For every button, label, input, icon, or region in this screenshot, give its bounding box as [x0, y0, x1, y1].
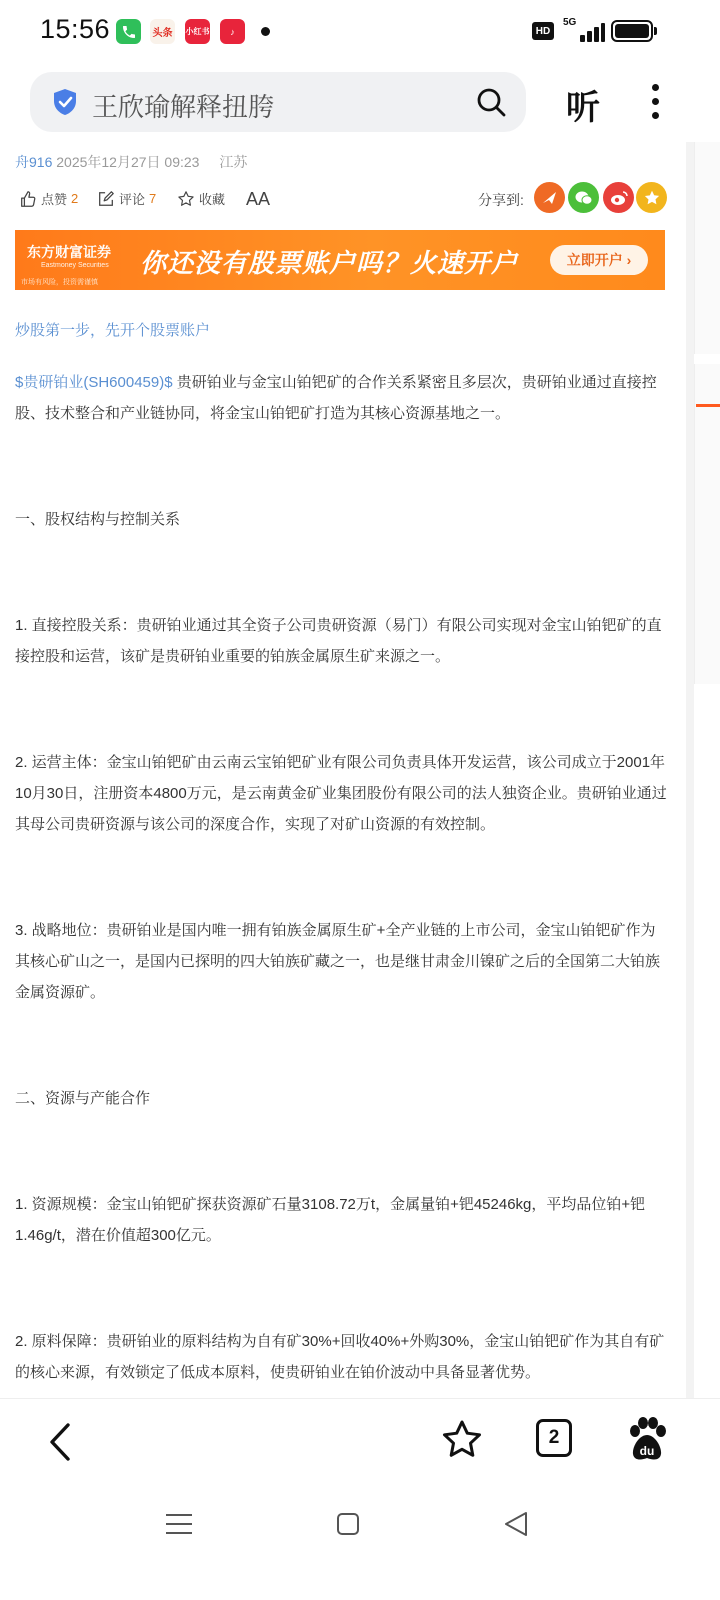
section1-paragraph-1: 1. 直接控股关系：贵研铂业通过其全资子公司贵研资源（易门）有限公司实现对金宝山铂钯矿的直接控股和运营，该矿是贵研铂业重要的铂族金属原生矿来源之一。	[15, 617, 662, 665]
article-meta	[15, 152, 247, 172]
search-query[interactable]: 王欣瑜解释扭胯	[92, 92, 275, 122]
section1-paragraph-2: 2. 运营主体：金宝山铂钯矿由云南云宝铂钯矿业有限公司负责具体开发运营，该公司成立于2001年10月30日，注册资本4800万元，是云南黄金矿业集团股份有限公司的法人独资企业。贵研铂业通过其母公司贵研资源与该公司的深度合作，实现了对矿山资源的有效控制。	[15, 754, 667, 833]
search-icon[interactable]	[475, 86, 507, 118]
bookmark-star-icon[interactable]	[441, 1419, 483, 1461]
xiaohongshu-app-icon: 小红书	[185, 19, 210, 44]
shield-icon	[52, 88, 78, 116]
like-button[interactable]	[19, 189, 78, 208]
toutiao-app-icon: 头条	[150, 19, 175, 44]
side-panel-upper	[694, 142, 720, 354]
svg-text:du: du	[639, 1444, 655, 1458]
signal-strength-icon	[574, 22, 604, 42]
battery-icon	[611, 20, 653, 42]
back-arrow-icon[interactable]	[44, 1421, 76, 1463]
favorite-button[interactable]	[177, 189, 225, 208]
side-panel-lower	[694, 364, 720, 684]
status-bar	[0, 0, 720, 64]
recent-apps-icon[interactable]	[166, 1512, 192, 1536]
comment-count: 7	[149, 191, 157, 206]
font-size-button[interactable]: AA	[246, 189, 271, 209]
search-bar[interactable]	[30, 72, 526, 132]
netease-music-app-icon: ♪	[220, 19, 245, 44]
like-label: 点赞	[41, 192, 68, 207]
side-panel-indicator	[696, 404, 720, 407]
author-link[interactable]: 舟916	[15, 154, 53, 170]
promo-link[interactable]: 炒股第一步，先开个股票账户	[15, 322, 211, 339]
network-type: 5G	[563, 17, 577, 28]
banner-risk-note: 市场有风险，投资需谨慎	[21, 279, 98, 286]
edit-comment-icon	[97, 190, 115, 208]
section2-paragraph-2: 2. 原料保障：贵研铂业的原料结构为自有矿30%+回收40%+外购30%，金宝山铂钯矿作为其自有矿的核心来源，有效锁定了低成本原料，使贵研铂业在铂价波动中具备显著优势。	[15, 1333, 665, 1381]
baidu-paw-icon[interactable]	[626, 1417, 668, 1463]
article-actions	[15, 187, 665, 213]
banner-brand-cn: 东方财富证券	[27, 244, 111, 260]
section-heading-2: 二、资源与产能合作	[15, 1090, 151, 1107]
stock-tag-link[interactable]: $贵研铂业(SH600459)$	[15, 374, 173, 391]
star-icon	[177, 190, 195, 208]
tabs-button[interactable]: 2	[536, 1419, 572, 1457]
eastmoney-logo	[27, 242, 111, 269]
share-label: 分享到:	[478, 192, 524, 208]
system-back-icon[interactable]	[503, 1510, 529, 1538]
scrollbar-track[interactable]	[686, 142, 694, 1400]
comment-label: 评论	[119, 192, 146, 207]
like-count: 2	[71, 191, 79, 206]
notification-dot-icon	[261, 27, 270, 36]
battery-tip	[654, 27, 657, 35]
share-wechat-icon[interactable]	[568, 182, 599, 213]
publish-datetime: 2025年12月27日 09:23	[56, 154, 200, 170]
listen-button[interactable]: 听	[566, 89, 600, 127]
banner-brand-en: Eastmoney Securities	[41, 262, 109, 269]
section1-paragraph-3: 3. 战略地位：贵研铂业是国内唯一拥有铂族金属原生矿+全产业链的上市公司，金宝山铂钯矿作为其核心矿山之一，是国内已探明的四大铂族矿藏之一，也是继甘肃金川镍矿之后的全国第二大铂族金属资源矿。	[15, 922, 661, 1001]
open-account-button[interactable]: 立即开户 ›	[550, 245, 648, 275]
hd-badge: HD	[532, 22, 554, 40]
share-qzone-icon[interactable]	[636, 182, 667, 213]
share-xueqiu-icon[interactable]	[534, 182, 565, 213]
intro-text: 贵研铂业与金宝山铂钯矿的合作关系紧密且多层次，贵研铂业通过直接控股、技术整合和产业链协同，将金宝山铂钯矿打造为其核心资源基地之一。	[15, 374, 657, 422]
more-menu-icon[interactable]	[648, 84, 664, 120]
system-nav-bar	[0, 1486, 720, 1600]
thumbs-up-icon	[19, 190, 37, 208]
share-weibo-icon[interactable]	[603, 182, 634, 213]
favorite-label: 收藏	[199, 192, 226, 207]
home-icon[interactable]	[337, 1513, 359, 1535]
phone-app-icon	[116, 19, 141, 44]
banner-headline: 你还没有股票账户吗？火速开户	[140, 248, 519, 278]
section2-paragraph-1: 1. 资源规模：金宝山铂钯矿探获资源矿石量3108.72万t，金属量铂+钯45246kg，平均品位铂+钯1.46g/t，潜在价值超300亿元。	[15, 1196, 646, 1244]
section-heading-1: 一、股权结构与控制关系	[15, 511, 181, 528]
side-scroll-panel[interactable]	[686, 142, 720, 1400]
comment-button[interactable]	[97, 189, 156, 208]
author-location: 江苏	[219, 154, 248, 170]
status-time: 15:56	[40, 14, 111, 44]
intro-paragraph	[15, 367, 667, 429]
account-open-banner[interactable]	[15, 230, 665, 290]
browser-bottom-nav	[0, 1398, 720, 1486]
